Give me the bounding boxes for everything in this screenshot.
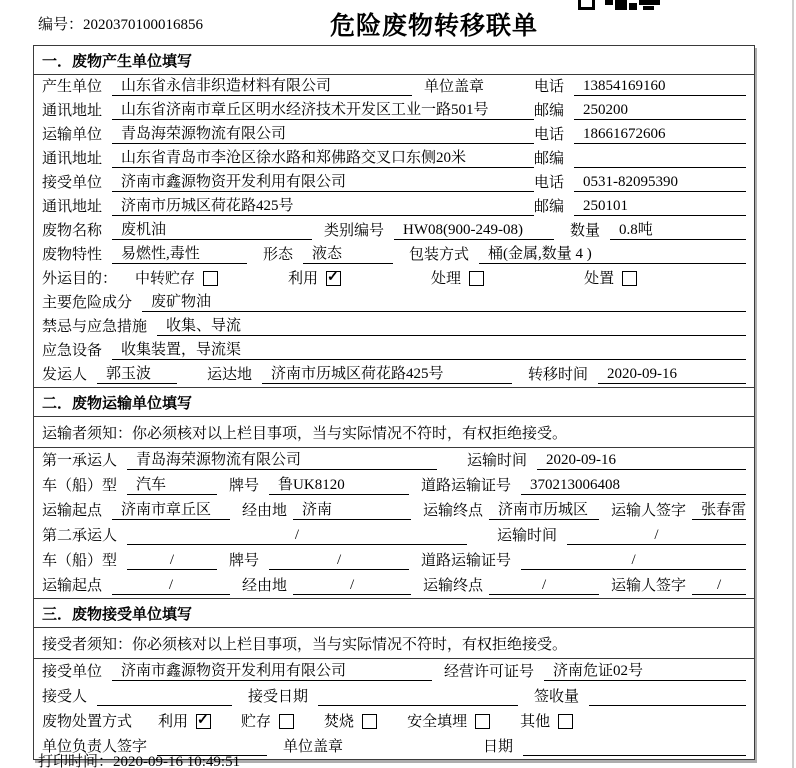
waste-name-label: 废物名称 [42,223,103,239]
date-value [523,739,746,756]
waste-name-row [34,219,754,243]
receiving-unit-row [34,659,754,684]
waste-code-value: HW08(900-249-08) [394,222,554,240]
qr-block [605,0,613,5]
transporter-phone-value: 18661672606 [574,126,746,144]
destination-value: 济南市历城区荷花路425号 [262,362,512,384]
road-license2-value: / [521,552,746,570]
producer-phone-group [534,75,746,96]
vehicle2-row [34,548,754,573]
transporter-value: 青岛海荣源物流有限公司 [112,122,534,144]
unit-seal-label: 单位盖章 [283,739,344,755]
receiver-address-row [34,195,754,219]
packaging-label: 包装方式 [409,247,470,263]
transport-time2-value: / [567,527,746,545]
transporter-phone-group [534,123,746,144]
producer-value: 山东省永信非织造材料有限公司 [112,74,412,96]
route2-row [34,573,754,598]
route-end-label: 运输终点 [423,578,484,594]
address-label: 通讯地址 [42,103,103,119]
route-via-value: 济南 [293,498,411,520]
receiver-zip-value: 250101 [574,198,746,216]
print-time-value: 2020-09-16 10:49:51 [113,754,241,768]
disposal-method-row [34,709,754,734]
checkbox-disposal-other [558,714,573,729]
purpose-option-utilize: 利用 [288,271,319,287]
receiver-value: 济南市鑫源物资开发利用有限公司 [112,170,534,192]
acceptor-row [34,684,754,709]
route-end-label: 运输终点 [423,503,484,519]
producer-address-value: 山东省济南市章丘区明水经济技术开发区工业一路501号 [112,98,534,120]
waste-qty-value: 0.8吨 [610,218,746,240]
phone-label: 电话 [534,175,565,191]
receiver-address-value: 济南市历城区荷花路425号 [112,194,534,216]
checkbox-utilize [326,271,341,286]
carrier-sign-label: 运输人签字 [611,578,687,594]
route-via2-value: / [293,577,411,595]
operating-license-label: 经营许可证号 [444,664,535,680]
address-label: 通讯地址 [42,151,103,167]
vehicle-type-value: 汽车 [127,473,217,495]
route1-row [34,498,754,523]
transfer-purpose-row [34,267,754,291]
packaging-value: 桶(金属,数量 4 ) [479,242,746,264]
doc-number-value: 2020370100016856 [83,17,204,33]
producer-label: 产生单位 [42,79,103,95]
qr-code-fragment-icon [578,0,662,11]
section-transporter [34,387,754,598]
waste-property-label: 废物特性 [42,247,103,263]
disposal-option-store: 贮存 [241,714,272,730]
disposal-option-other: 其他 [520,714,551,730]
route-via-label: 经由地 [242,503,288,519]
transfer-time-label: 转移时间 [528,367,589,383]
section2-header: 二．废物运输单位填写 [34,388,754,417]
road-license-label: 道路运输证号 [421,478,512,494]
checkbox-disposal-store [279,714,294,729]
page-edge-line [792,0,794,768]
producer-address-row [34,99,754,123]
date-label: 日期 [483,739,514,755]
receiver-zip-group [534,195,746,216]
taboo-measures-row [34,315,754,339]
carrier1-value: 青岛海荣源物流有限公司 [127,448,437,470]
transporter-label: 运输单位 [42,127,103,143]
waste-form-label: 形态 [263,247,294,263]
plate-label: 牌号 [229,478,260,494]
transport-time-label: 运输时间 [467,453,528,469]
purpose-label: 外运目的： [42,271,118,287]
route-start-label: 运输起点 [42,578,103,594]
checkbox-storage [203,271,218,286]
carrier1-row [34,448,754,473]
carrier1-label: 第一承运人 [42,453,118,469]
qr-block [578,0,595,10]
zip-label: 邮编 [534,151,565,167]
carrier2-value: / [127,527,467,545]
taboo-value: 收集、导流 [157,314,746,336]
carrier-sign-label: 运输人签字 [611,503,687,519]
road-license-label: 道路运输证号 [421,553,512,569]
purpose-option-dispose: 处置 [584,271,615,287]
transporter-address-value: 山东省青岛市李沧区徐水路和郑佛路交叉口东侧20米 [112,146,534,168]
page-title: 危险废物转移联单 [330,13,539,40]
checkbox-disposal-utilize [196,714,211,729]
route-via-label: 经由地 [242,578,288,594]
vehicle-type-label: 车（船）型 [42,553,118,569]
transport-time-value: 2020-09-16 [537,452,746,470]
seal-label: 单位盖章 [424,79,485,95]
waste-property-row [34,243,754,267]
zip-label: 邮编 [534,103,565,119]
transporter-row [34,123,754,147]
disposal-option-utilize: 利用 [158,714,189,730]
dispatch-row [34,363,754,387]
zip-label: 邮编 [534,199,565,215]
section3-header: 三．废物接受单位填写 [34,599,754,628]
producer-zip-value: 250200 [574,102,746,120]
section-receiver [34,598,754,759]
waste-qty-label: 数量 [570,223,601,239]
address-label: 通讯地址 [42,199,103,215]
print-time [38,750,240,768]
hazard-component-row [34,291,754,315]
producer-row [34,75,754,99]
checkbox-disposal-landfill [475,714,490,729]
disposal-method-label: 废物处置方式 [42,714,133,730]
checkbox-treat [469,271,484,286]
operating-license-value: 济南危证02号 [544,659,746,681]
equipment-value: 收集装置，导流渠 [112,338,746,360]
dispatcher-value: 郭玉波 [97,362,177,384]
hazard-value: 废矿物油 [142,290,746,312]
section1-header: 一．废物产生单位填写 [34,46,754,75]
phone-label: 电话 [534,127,565,143]
disposal-option-landfill: 安全填埋 [407,714,468,730]
vehicle1-row [34,473,754,498]
doc-number [38,13,203,34]
vehicle-type2-value: / [127,552,217,570]
received-qty-value [589,689,746,706]
checkbox-dispose [622,271,637,286]
route-end-value: 济南市历城区 [489,498,599,520]
receiver-notice: 接受者须知：你必须核对以上栏目事项，当与实际情况不符时，有权拒绝接受。 [34,628,754,659]
received-qty-label: 签收量 [534,689,580,705]
route-start2-value: / [112,577,230,595]
waste-name-value: 废机油 [112,218,312,240]
dispatcher-label: 发运人 [42,367,88,383]
qr-block [643,6,654,10]
accept-date-label: 接受日期 [248,689,309,705]
purpose-option-treat: 处理 [431,271,462,287]
waste-property-value: 易燃性,毒性 [112,242,247,264]
plate2-value: / [269,552,409,570]
responsible-sign-label: 单位负责人签字 [42,739,148,755]
producer-phone-value: 13854169160 [574,78,746,96]
receiver-phone-group [534,171,746,192]
purpose-option-storage: 中转贮存 [135,271,196,287]
transporter-zip-value [574,151,746,168]
acceptor-label: 接受人 [42,689,88,705]
qr-block [639,0,660,5]
manifest-form [33,45,755,760]
transporter-address-row [34,147,754,171]
taboo-label: 禁忌与应急措施 [42,319,148,335]
carrier-sign2-value: / [692,577,746,595]
vehicle-type-label: 车（船）型 [42,478,118,494]
receiver-label: 接受单位 [42,175,103,191]
print-time-label: 打印时间： [38,754,114,768]
route-end2-value: / [489,577,599,595]
emergency-equipment-row [34,339,754,363]
transporter-notice: 运输者须知：你必须核对以上栏目事项，当与实际情况不符时，有权拒绝接受。 [34,417,754,448]
checkbox-disposal-incinerate [362,714,377,729]
receiver-row [34,171,754,195]
hazard-label: 主要危险成分 [42,295,133,311]
waste-code-label: 类别编号 [324,223,385,239]
transfer-time-value: 2020-09-16 [598,366,746,384]
waste-form-value: 液态 [303,242,393,264]
receiving-unit-value: 济南市鑫源物资开发利用有限公司 [112,659,432,681]
receiving-unit-label: 接受单位 [42,664,103,680]
accept-date-value [318,689,518,706]
route-start-label: 运输起点 [42,503,103,519]
carrier2-label: 第二承运人 [42,528,118,544]
receiver-phone-value: 0531-82095390 [574,174,746,192]
section-producer [34,46,754,387]
phone-label: 电话 [534,79,565,95]
qr-block [629,3,637,10]
disposal-option-incinerate: 焚烧 [324,714,355,730]
acceptor-value [97,689,232,706]
plate-label: 牌号 [229,553,260,569]
carrier2-row [34,523,754,548]
equipment-label: 应急设备 [42,343,103,359]
route-start-value: 济南市章丘区 [112,498,230,520]
carrier-sign-value: 张春雷 [692,498,746,520]
destination-label: 运达地 [207,367,253,383]
doc-number-label: 编号： [38,17,84,33]
transporter-zip-group [534,147,746,168]
road-license-value: 370213006408 [521,477,746,495]
transport-time-label: 运输时间 [497,528,558,544]
producer-zip-group [534,99,746,120]
qr-block [615,0,627,10]
plate-value: 鲁UK8120 [269,473,409,495]
